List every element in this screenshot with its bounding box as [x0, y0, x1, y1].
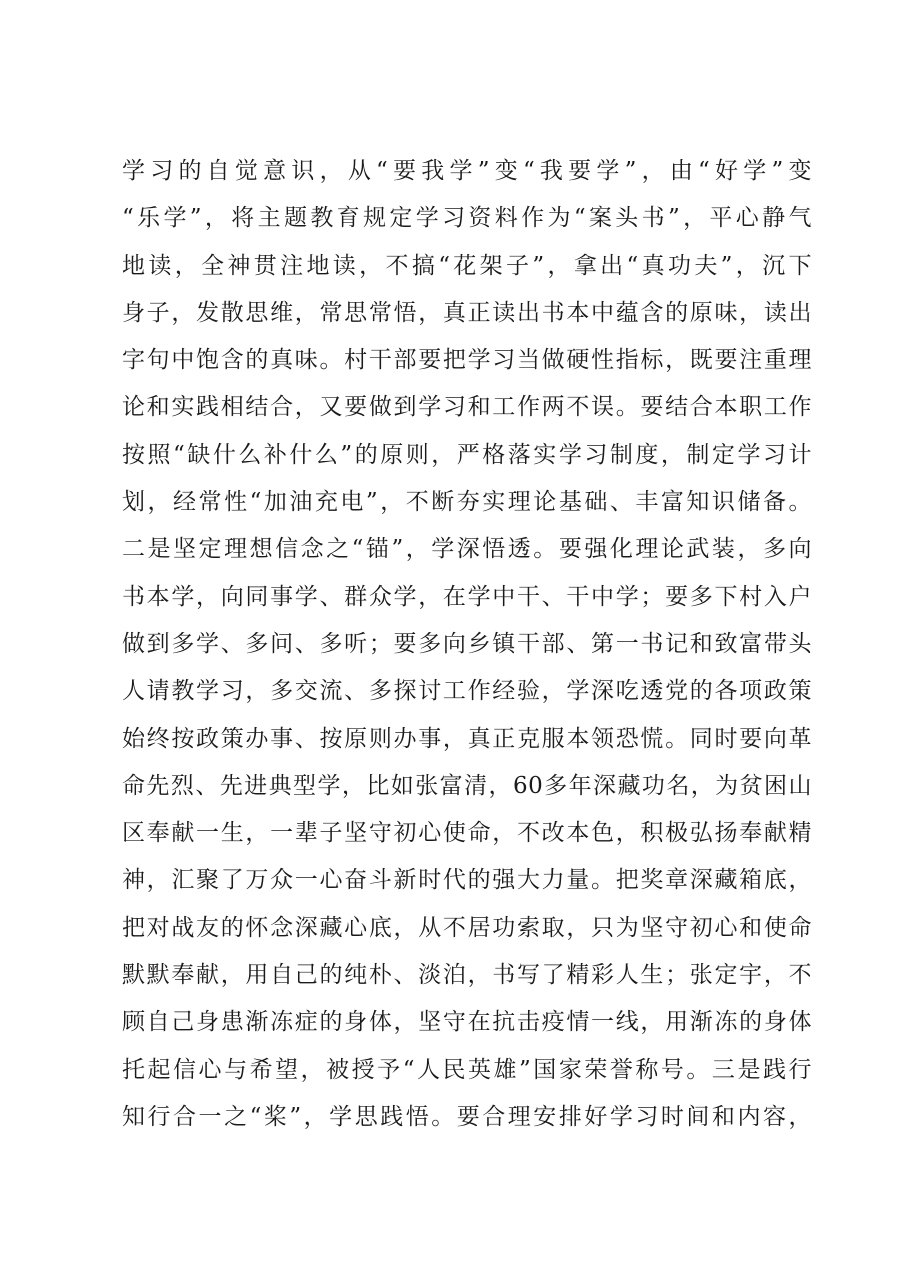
text-line: 顾自己身患渐冻症的身体，坚守在抗击疫情一线，用渐冻的身体 [122, 1009, 812, 1036]
text-line: 划，经常性“加油充电”，不断夯实理论基础、丰富知识储备。 [122, 489, 812, 516]
text-line: 学习的自觉意识，从“要我学”变“我要学”，由“好学”变 [122, 158, 812, 184]
text-line: 按照“缺什么补什么”的原则，严格落实学习制度，制定学习计 [122, 441, 812, 468]
text-line: 把对战友的怀念深藏心底，从不居功索取，只为坚守初心和使命 [122, 914, 812, 941]
text-line: 默默奉献，用自己的纯朴、淡泊，书写了精彩人生；张定宇，不 [122, 962, 812, 989]
text-line: “乐学”，将主题教育规定学习资料作为“案头书”，平心静气 [122, 205, 812, 232]
text-line: 区奉献一生，一辈子坚守初心使命，不改本色，积极弘扬奉献精 [122, 820, 812, 847]
text-line: 地读，全神贯注地读，不搞“花架子”，拿出“真功夫”，沉下 [122, 252, 812, 279]
text-line: 托起信心与希望，被授予“人民英雄”国家荣誉称号。三是践行 [122, 1056, 812, 1083]
text-line: 做到多学、多问、多听；要多向乡镇干部、第一书记和致富带头 [122, 630, 812, 657]
text-line: 始终按政策办事、按原则办事，真正克服本领恐慌。同时要向革 [122, 725, 812, 752]
text-line: 人请教学习，多交流、多探讨工作经验，学深吃透党的各项政策 [122, 678, 812, 705]
text-line: 论和实践相结合，又要做到学习和工作两不误。要结合本职工作 [122, 394, 812, 421]
text-line: 字句中饱含的真味。村干部要把学习当做硬性指标，既要注重理 [122, 347, 812, 374]
text-line: 知行合一之“桨”，学思践悟。要合理安排好学习时间和内容， [122, 1103, 812, 1130]
text-line: 二是坚定理想信念之“锚”，学深悟透。要强化理论武装，多向 [122, 536, 812, 563]
text-line: 身子，发散思维，常思常悟，真正读出书本中蕴含的原味，读出 [122, 299, 812, 326]
text-line: 命先烈、先进典型学，比如张富清，60多年深藏功名，为贫困山 [122, 772, 812, 799]
text-line: 神，汇聚了万众一心奋斗新时代的强大力量。把奖章深藏箱底， [122, 867, 812, 894]
body-text [122, 148, 812, 1141]
text-line: 书本学，向同事学、群众学，在学中干、干中学；要多下村入户 [122, 583, 812, 610]
